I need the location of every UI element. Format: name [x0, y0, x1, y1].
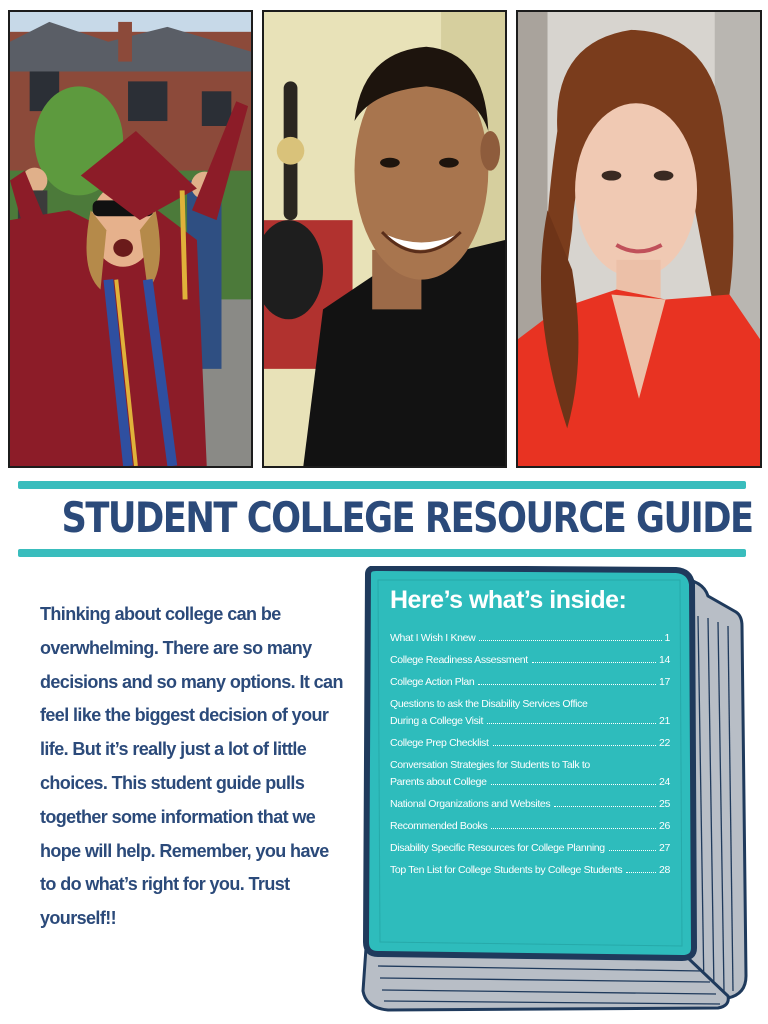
toc-entry — [390, 735, 670, 752]
toc-entry-page: 24 — [659, 776, 670, 788]
toc-entry-page: 25 — [659, 798, 670, 810]
toc-entry-title: Top Ten List for College Students by College Students — [390, 864, 623, 876]
toc-entry — [390, 818, 670, 835]
toc-entry — [390, 796, 670, 813]
toc-entry-title: During a College Visit — [390, 715, 484, 727]
toc-entry — [390, 630, 670, 647]
toc-entry-title-line: Conversation Strategies for Students to Talk to — [390, 759, 590, 771]
toc-entry-page: 27 — [659, 842, 670, 854]
toc-entry-page: 17 — [659, 676, 670, 688]
toc-entry-title-line: Questions to ask the Disability Services Office — [390, 698, 588, 710]
toc-entry-page: 21 — [659, 715, 670, 727]
toc-entry — [390, 652, 670, 669]
toc-entry-page: 22 — [659, 737, 670, 749]
toc-entry-title: Disability Specific Resources for College Planning — [390, 842, 605, 854]
toc-dot-leader — [479, 640, 661, 641]
toc-entry-title: National Organizations and Websites — [390, 798, 551, 810]
toc-dot-leader — [487, 723, 656, 724]
toc-dot-leader — [491, 828, 656, 829]
title-rule-bottom — [18, 549, 746, 557]
toc-dot-leader — [491, 784, 656, 785]
toc-entry — [390, 696, 670, 730]
toc-entry-title: What I Wish I Knew — [390, 632, 476, 644]
page-title: STUDENT COLLEGE RESOURCE GUIDE — [61, 493, 753, 542]
toc-entry — [390, 840, 670, 857]
toc-dot-leader — [493, 745, 657, 746]
toc-entry — [390, 862, 670, 879]
toc-dot-leader — [478, 684, 656, 685]
toc-entry-title: Parents about College — [390, 776, 487, 788]
toc-entry-page: 26 — [659, 820, 670, 832]
toc-heading: Here’s what’s inside: — [390, 586, 627, 614]
young-man-photo — [262, 10, 507, 468]
toc-entry-title: College Action Plan — [390, 676, 475, 688]
graduate-photo — [8, 10, 253, 468]
table-of-contents — [390, 630, 670, 884]
toc-entry — [390, 674, 670, 691]
toc-dot-leader — [609, 850, 656, 851]
toc-entry-page: 28 — [659, 864, 670, 876]
intro-paragraph: Thinking about college can be overwhelming. There are so many decisions and so many options. It can feel like the biggest decision of your life. But it’s really just a lot of little choices. This student guide pulls together some information that we hope will help. Remember, you have to do what’s right for you. Trust yourself!! — [40, 604, 343, 929]
toc-entry-title: College Prep Checklist — [390, 737, 489, 749]
young-woman-photo — [516, 10, 762, 468]
toc-dot-leader — [532, 662, 656, 663]
toc-entry-title: Recommended Books — [390, 820, 488, 832]
toc-entry-page: 1 — [664, 632, 670, 644]
toc-dot-leader — [626, 872, 656, 873]
toc-dot-leader — [554, 806, 656, 807]
toc-entry-title: College Readiness Assessment — [390, 654, 528, 666]
title-rule-top — [18, 481, 746, 489]
toc-entry-page: 14 — [659, 654, 670, 666]
toc-entry — [390, 757, 670, 791]
